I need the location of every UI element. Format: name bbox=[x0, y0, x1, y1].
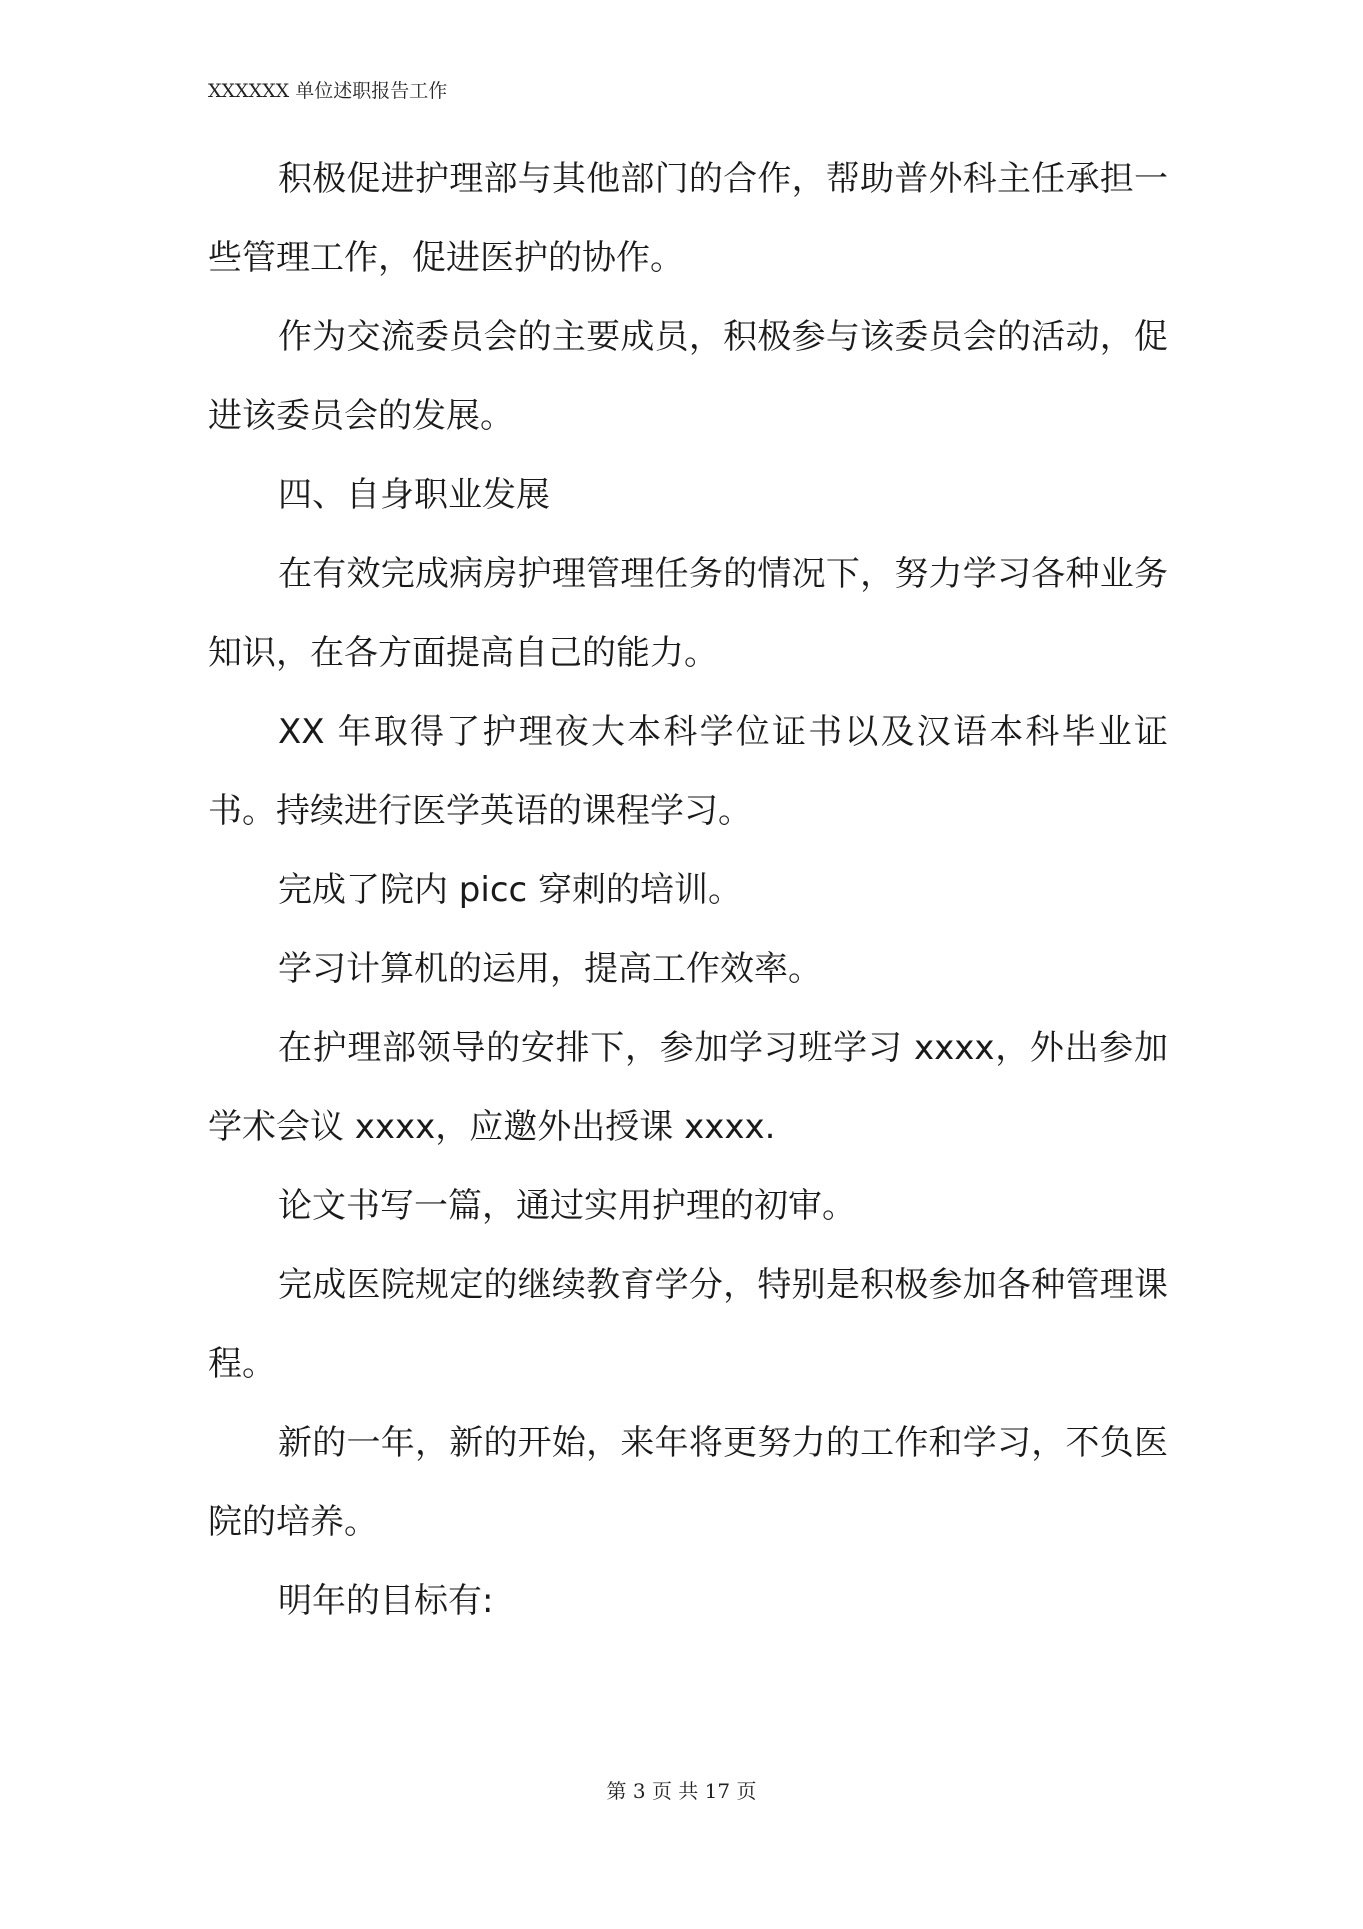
paragraph: 作为交流委员会的主要成员，积极参与该委员会的活动，促进该委员会的发展。 bbox=[208, 317, 1168, 436]
paragraph: 完成医院规定的继续教育学分，特别是积极参加各种管理课程。 bbox=[208, 1265, 1168, 1384]
paragraph: 学习计算机的运用，提高工作效率。 bbox=[278, 949, 822, 989]
document-body bbox=[208, 140, 1168, 1641]
page-header: XXXXXX 单位述职报告工作 bbox=[208, 80, 448, 102]
paragraph: 在护理部领导的安排下，参加学习班学习 xxxx，外出参加学术会议 xxxx，应邀外出授课 xxxx. bbox=[208, 1028, 1168, 1147]
paragraph: 新的一年，新的开始，来年将更努力的工作和学习，不负医院的培养。 bbox=[208, 1423, 1168, 1542]
paragraph: 完成了院内 picc 穿刺的培训。 bbox=[278, 870, 743, 910]
paragraph: 明年的目标有: bbox=[278, 1581, 494, 1621]
section-heading: 四、自身职业发展 bbox=[278, 475, 550, 515]
page-footer: 第 3 页 共 17 页 bbox=[606, 1779, 757, 1803]
paragraph: XX 年取得了护理夜大本科学位证书以及汉语本科毕业证书。持续进行医学英语的课程学习。 bbox=[208, 712, 1168, 831]
paragraph: 在有效完成病房护理管理任务的情况下，努力学习各种业务知识，在各方面提高自己的能力。 bbox=[208, 554, 1168, 673]
paragraph: 积极促进护理部与其他部门的合作，帮助普外科主任承担一些管理工作，促进医护的协作。 bbox=[208, 159, 1168, 278]
paragraph: 论文书写一篇，通过实用护理的初审。 bbox=[278, 1186, 856, 1226]
